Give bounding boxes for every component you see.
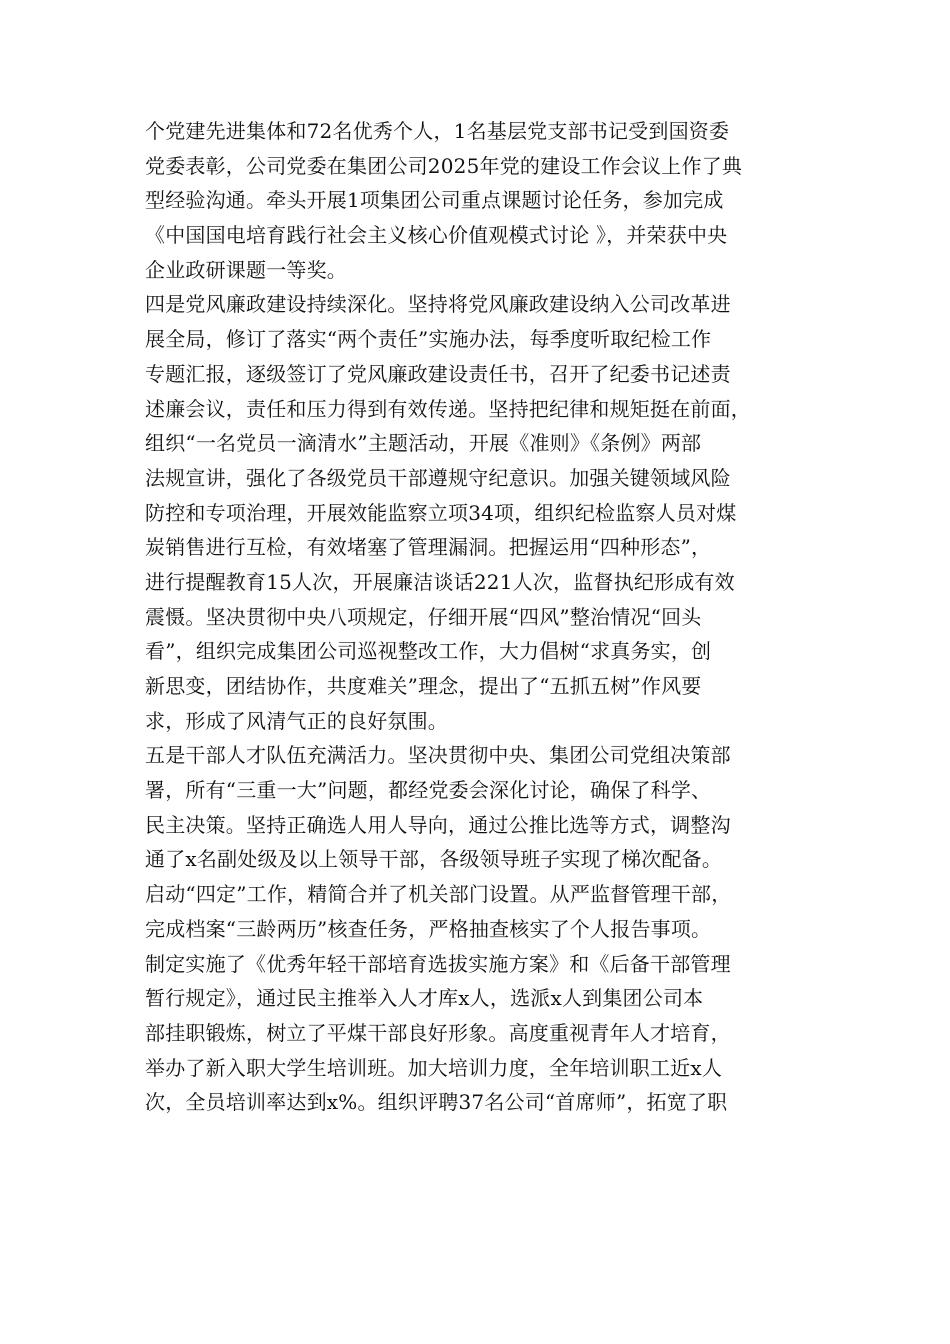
text-line: 企业政研课题一等奖。 bbox=[145, 257, 347, 282]
body-text bbox=[145, 114, 805, 1120]
text-line: 暂行规定》，通过民主推举入人才库x人，选派x人到集团公司本 bbox=[145, 986, 704, 1011]
text-line: 完成档案“三龄两历”核查任务，严格抽查核实了个人报告事项。 bbox=[145, 916, 712, 941]
text-line: 通了x名副处级及以上领导干部，各级领导班子实现了梯次配备。 bbox=[145, 847, 723, 872]
text-line: 求，形成了风清气正的良好氛围。 bbox=[145, 708, 448, 733]
text-line: 四是党风廉政建设持续深化。坚持将党风廉政建设纳入公司改革进 bbox=[145, 292, 731, 317]
text-line: 型经验沟通。牵头开展1项集团公司重点课题讨论任务，参加完成 bbox=[145, 188, 724, 213]
text-line: 启动“四定”工作，精简合并了机关部门设置。从严监督管理干部， bbox=[145, 882, 732, 907]
text-line: 部挂职锻炼，树立了平煤干部良好形象。高度重视青年人才培育， bbox=[145, 1020, 731, 1045]
text-line: 进行提醒教育15人次，开展廉洁谈话221人次，监督执纪形成有效 bbox=[145, 569, 735, 594]
text-line: 震慑。坚决贯彻中央八项规定，仔细开展“四风”整治情况“回头 bbox=[145, 604, 702, 629]
text-line: 看”，组织完成集团公司巡视整改工作，大力倡树“求真务实，创 bbox=[145, 639, 712, 664]
text-line: 展全局，修订了落实“两个责任”实施办法，每季度听取纪检工作 bbox=[145, 327, 712, 352]
text-line: 防控和专项治理，开展效能监察立项34项，组织纪检监察人员对煤 bbox=[145, 500, 737, 525]
text-line: 举办了新入职大学生培训班。加大培训力度，全年培训职工近x人 bbox=[145, 1055, 723, 1080]
text-line: 个党建先进集体和72名优秀个人，1名基层党支部书记受到国资委 bbox=[145, 119, 730, 143]
text-line: 炭销售进行互检，有效堵塞了管理漏洞。把握运用“四种形态”， bbox=[145, 535, 712, 560]
text-line: 次，全员培训率达到x%。组织评聘37名公司“首席师”，拓宽了职 bbox=[145, 1090, 728, 1115]
text-line: 新思变，团结协作，共度难关”理念，提出了“五抓五树”作风要 bbox=[145, 674, 702, 698]
text-line: 述廉会议，责任和压力得到有效传递。坚持把纪律和规矩挺在前面， bbox=[145, 396, 751, 421]
text-line: 制定实施了《优秀年轻干部培育选拔实施方案》和《后备干部管理 bbox=[145, 951, 731, 976]
text-line: 民主决策。坚持正确选人用人导向，通过公推比选等方式，调整沟 bbox=[145, 812, 731, 837]
text-line: 署，所有“三重一大”问题，都经党委会深化讨论，确保了科学、 bbox=[145, 778, 712, 803]
text-line: 专题汇报，逐级签订了党风廉政建设责任书，召开了纪委书记述责 bbox=[145, 361, 731, 386]
text-line: 《中国国电培育践行社会主义核心价值观模式讨论 》，并荣获中央 bbox=[145, 223, 728, 248]
text-line: 组织“一名党员一滴清水”主题活动，开展《准则》《条例》两部 bbox=[145, 431, 702, 456]
text-line: 党委表彰，公司党委在集团公司2025年党的建设工作会议上作了典 bbox=[145, 153, 743, 178]
text-line: 五是干部人才队伍充满活力。坚决贯彻中央、集团公司党组决策部 bbox=[145, 743, 731, 768]
text-line: 法规宣讲，强化了各级党员干部遵规守纪意识。加强关键领域风险 bbox=[145, 465, 731, 490]
